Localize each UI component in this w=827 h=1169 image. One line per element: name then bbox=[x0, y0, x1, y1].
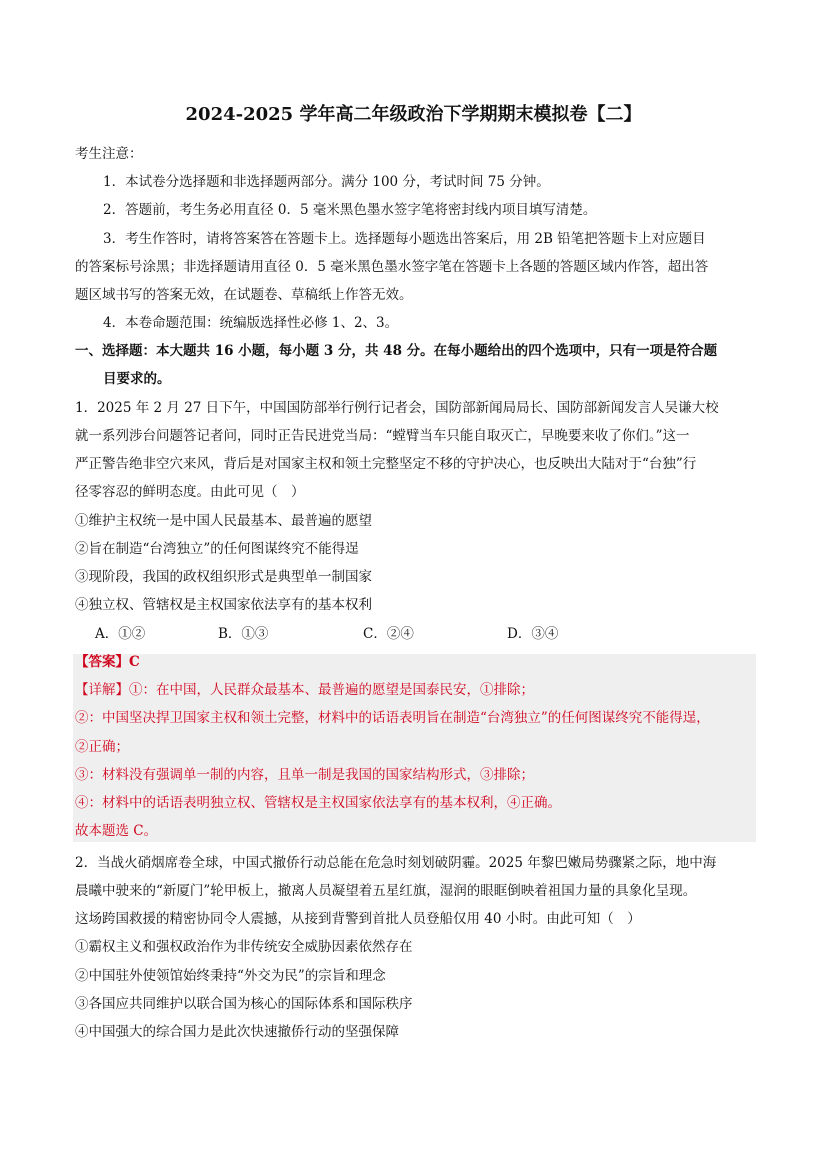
q1-conclusion: 故本题选 C。 bbox=[75, 823, 158, 839]
notice-item: 的答案标号涂黑；非选择题请用直径 0．5 毫米黑色墨水签字笔在答题卡上各题的答题区域内作答，超出答 bbox=[75, 259, 709, 275]
q2-stem: 这场跨国救援的精密协同令人震撼，从接到背警到首批人员登船仅用 40 小时。由此可知（ ） bbox=[75, 911, 641, 927]
q1-answer: 【答案】C bbox=[75, 654, 140, 670]
q1-detail-line: 【详解】①：在中国，人民群众最基本、最普遍的愿望是国泰民安，①排除； bbox=[75, 682, 534, 698]
q1-detail-line: ②正确； bbox=[75, 739, 129, 755]
notice-item: 1．本试卷分选择题和非选择题两部分。满分 100 分，考试时间 75 分钟。 bbox=[103, 174, 550, 190]
q1-option-c: C．②④ bbox=[363, 626, 414, 642]
q1-detail-line: ③：材料没有强调单一制的内容，且单一制是我国的国家结构形式，③排除； bbox=[75, 767, 534, 783]
notice-heading: 考生注意： bbox=[75, 146, 143, 162]
page-title: 2024-2025 学年高二年级政治下学期期末模拟卷【二】 bbox=[185, 104, 642, 125]
q2-statement: ①霸权主义和强权政治作为非传统安全威胁因素依然存在 bbox=[75, 939, 413, 955]
notice-item: 3．考生作答时，请将答案答在答题卡上。选择题每小题选出答案后，用 2B 铅笔把答题卡上对应题目 bbox=[103, 231, 706, 247]
q1-stem: 径零容忍的鲜明态度。由此可见（ ） bbox=[75, 484, 305, 500]
section-heading: 一、选择题：本大题共 16 小题，每小题 3 分，共 48 分。在每小题给出的四个选项中，只有一项是符合题 bbox=[75, 343, 718, 359]
q1-detail-line: ④：材料中的话语表明独立权、管辖权是主权国家依法享有的基本权利，④正确。 bbox=[75, 795, 561, 811]
q2-statement: ④中国强大的综合国力是此次快速撤侨行动的坚强保障 bbox=[75, 1024, 399, 1040]
section-heading-cont: 目要求的。 bbox=[103, 371, 171, 387]
q1-statement: ②旨在制造“台湾独立”的任何图谋终究不能得逞 bbox=[75, 541, 359, 557]
notice-item: 4．本卷命题范围：统编版选择性必修 1、2、3。 bbox=[103, 315, 399, 331]
q2-statement: ③各国应共同维护以联合国为核心的国际体系和国际秩序 bbox=[75, 996, 413, 1012]
notice-item: 题区域书写的答案无效，在试题卷、草稿纸上作答无效。 bbox=[75, 287, 413, 303]
notice-item: 2．答题前，考生务必用直径 0．5 毫米黑色墨水签字笔将密封线内项目填写清楚。 bbox=[103, 202, 597, 218]
q1-detail-line: ②：中国坚决捍卫国家主权和领土完整，材料中的话语表明旨在制造“台湾独立”的任何图谋终究不能得逞， bbox=[75, 710, 710, 726]
q1-statement: ①维护主权统一是中国人民最基本、最普遍的愿望 bbox=[75, 513, 372, 529]
q1-option-a: A．①② bbox=[95, 626, 146, 642]
q1-options bbox=[75, 624, 755, 644]
q2-statement: ②中国驻外使领馆始终秉持“外交为民”的宗旨和理念 bbox=[75, 968, 386, 984]
q2-stem: 2．当战火硝烟席卷全球，中国式撤侨行动总能在危急时刻划破阴霾。2025 年黎巴嫩局势骤紧之际，地中海 bbox=[75, 855, 717, 871]
q1-statement: ④独立权、管辖权是主权国家依法享有的基本权利 bbox=[75, 597, 372, 613]
q1-option-b: B．①③ bbox=[218, 626, 269, 642]
q1-statement: ③现阶段，我国的政权组织形式是典型单一制国家 bbox=[75, 569, 372, 585]
q2-stem: 晨曦中驶来的“新厦门”轮甲板上，撤离人员凝望着五星红旗，湿润的眼眶倒映着祖国力量的具象化呈现。 bbox=[75, 883, 697, 899]
q1-option-d: D．③④ bbox=[507, 626, 559, 642]
q1-stem: 1．2025 年 2 月 27 日下午，中国国防部举行例行记者会，国防部新闻局局长、国防部新闻发言人吴谦大校 bbox=[75, 400, 719, 416]
q1-stem: 就一系列涉台问题答记者问，同时正告民进党当局：“螳臂当车只能自取灭亡，早晚要来收了你们。”这一 bbox=[75, 428, 690, 444]
q1-stem: 严正警告绝非空穴来风，背后是对国家主权和领土完整坚定不移的守护决心，也反映出大陆对于“台独”行 bbox=[75, 456, 697, 472]
